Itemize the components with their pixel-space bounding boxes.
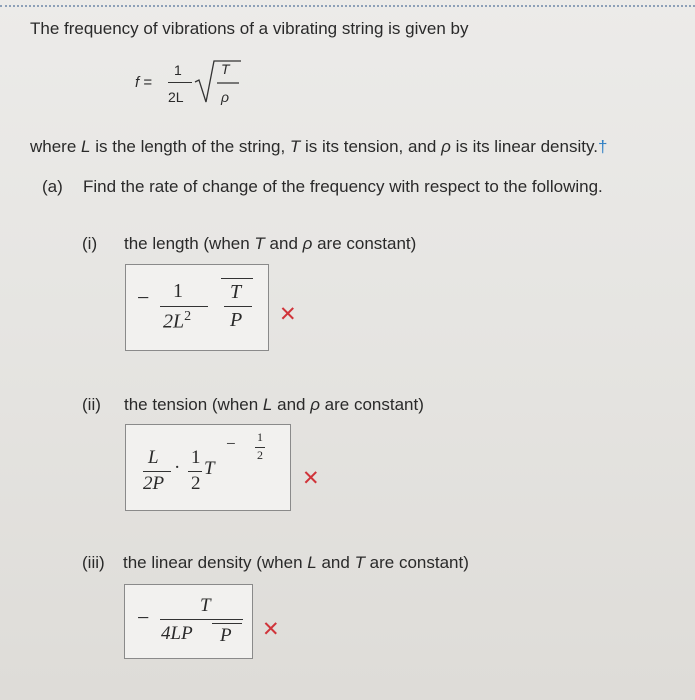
answer-i-num: 1 <box>173 280 183 302</box>
answer-ii-f2-num: 1 <box>191 447 201 468</box>
answer-i-minus: − <box>137 285 150 310</box>
formula-rad-num: T <box>221 61 230 77</box>
part-i-label: (i) <box>82 234 98 253</box>
answer-ii-exp-den: 2 <box>257 448 263 462</box>
answer-ii-exp-minus: − <box>226 434 236 453</box>
part-a-text: Find the rate of change of the frequency with respect to the following. <box>83 177 603 196</box>
part-iii-text: the linear density (when L and T are constant) <box>123 553 469 572</box>
answer-iii-num: T <box>200 595 211 616</box>
part-i-text: the length (when T and ρ are constant) <box>124 234 417 253</box>
answer-ii-f2-den: 2 <box>191 473 201 494</box>
answer-ii-f1-den: 2P <box>143 473 165 494</box>
answer-i-radical-bar <box>221 278 253 279</box>
dagger-link[interactable]: † <box>597 137 608 156</box>
answer-iii-radical-bar <box>212 623 242 624</box>
answer-i-rad-den: P <box>230 309 243 331</box>
answer-iii-den: 4LP <box>161 623 193 644</box>
answer-ii-T: T <box>204 458 215 479</box>
answer-iii-minus: − <box>137 605 150 630</box>
answer-box-ii[interactable] <box>125 424 291 511</box>
incorrect-x-icon: ✕ <box>302 466 320 490</box>
part-iii-label: (iii) <box>82 553 105 572</box>
incorrect-x-icon: ✕ <box>262 617 280 641</box>
answer-ii-dot: · <box>174 457 181 478</box>
intro-text: The frequency of vibrations of a vibrating string is given by <box>30 19 469 38</box>
top-dotted-border <box>0 5 695 7</box>
answer-i-den: $2L^2$ <box>163 309 192 333</box>
answer-i-rad-num: T <box>230 281 242 303</box>
answer-ii-f1-num: L <box>148 447 159 468</box>
formula-radical <box>193 58 243 106</box>
formula-f: f = <box>135 74 153 91</box>
where-text: where L is the length of the string, T is its tension, and ρ is its linear density.† <box>30 137 608 156</box>
answer-iii-rad: P <box>220 625 232 646</box>
formula-den: 2L <box>168 89 184 105</box>
part-ii-text: the tension (when L and ρ are constant) <box>124 395 424 414</box>
part-ii-label: (ii) <box>82 395 101 414</box>
part-a-label: (a) <box>42 177 63 196</box>
incorrect-x-icon: ✕ <box>279 302 297 326</box>
formula-num: 1 <box>174 62 182 78</box>
answer-box-iii[interactable] <box>124 584 253 659</box>
answer-ii-exp-num: 1 <box>257 430 263 444</box>
formula-rad-den: ρ <box>221 89 230 105</box>
answer-box-i[interactable] <box>125 264 269 351</box>
